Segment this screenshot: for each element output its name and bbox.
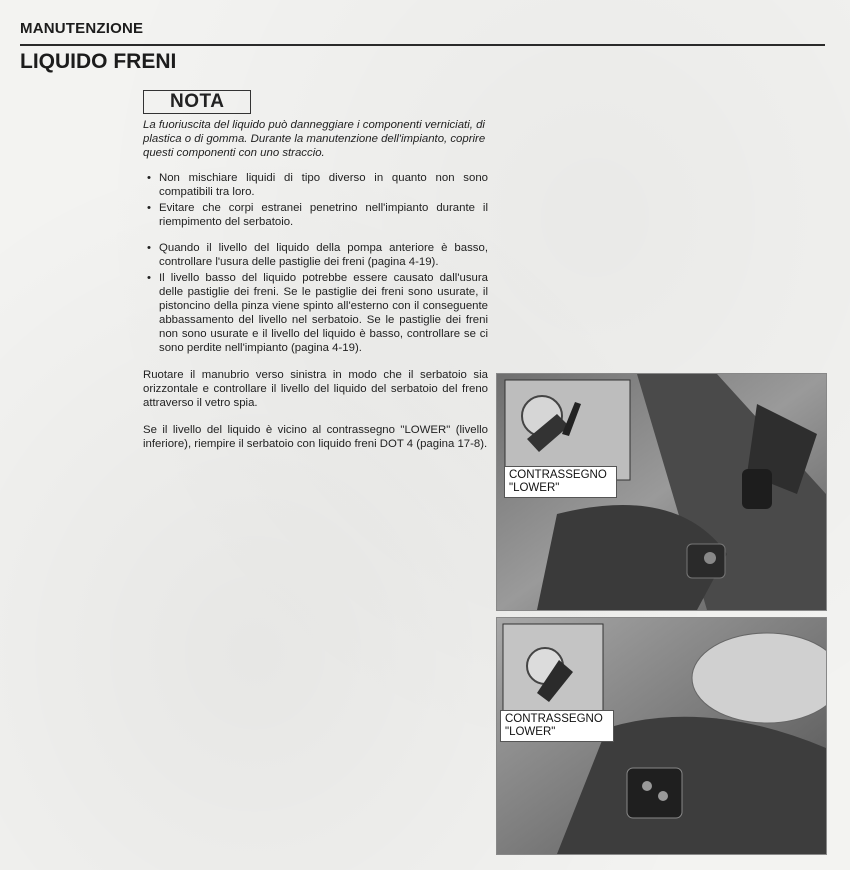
main-content: [143, 90, 488, 451]
list-item: • Quando il livello del liquido della pompa anteriore è basso, controllare l'usura delle pastiglie dei freni (pagina 4-19).: [143, 241, 488, 269]
list-item: • Il livello basso del liquido potrebbe essere causato dall'usura delle pastiglie dei freni. Se le pastiglie dei freni sono usurate, il pistoncino della pinza viene spinto all'esterno con il conseguente abbassamento del livello nel serbatoio. Se le pastiglie dei freni non sono usurate e il livello del liquido è basso, controllare se ci sono perdite nell'impianto (pagina 4-19).: [143, 271, 488, 355]
list-item: • Non mischiare liquidi di tipo diverso in quanto non sono compatibili tra loro.: [143, 171, 488, 199]
page-title: LIQUIDO FRENI: [20, 50, 177, 73]
section-header: MANUTENZIONE: [20, 20, 144, 37]
reservoir-photo-2: [496, 617, 827, 855]
bullet-list: [143, 171, 488, 355]
header-rule: [20, 44, 825, 46]
list-item: • Evitare che corpi estranei penetrino nell'impianto durante il riempimento del serbatoio.: [143, 201, 488, 229]
lower-mark-callout: [504, 466, 617, 498]
callout-line: "LOWER": [505, 726, 556, 738]
paragraph: Se il livello del liquido è vicino al contrassegno "LOWER" (livello inferiore), riempire il serbatoio con liquido freni DOT 4 (pagina 17-8).: [143, 424, 488, 450]
callout-line: "LOWER": [509, 482, 560, 494]
paragraph: Ruotare il manubrio verso sinistra in modo che il serbatoio sia orizzontale e controllare il livello del liquido del serbatoio del freno attraverso il vetro spia.: [143, 369, 488, 409]
reservoir-photo-1: [496, 373, 827, 611]
nota-text: La fuoriuscita del liquido può danneggiare i componenti verniciati, di plastica o di gomma. Durante la manutenzione dell'impianto, coprire questi componenti con uno straccio.: [143, 119, 486, 159]
callout-line: CONTRASSEGNO: [509, 469, 607, 481]
callout-line: CONTRASSEGNO: [505, 713, 603, 725]
lower-mark-callout: [500, 710, 614, 742]
nota-label: NOTA: [143, 90, 251, 114]
